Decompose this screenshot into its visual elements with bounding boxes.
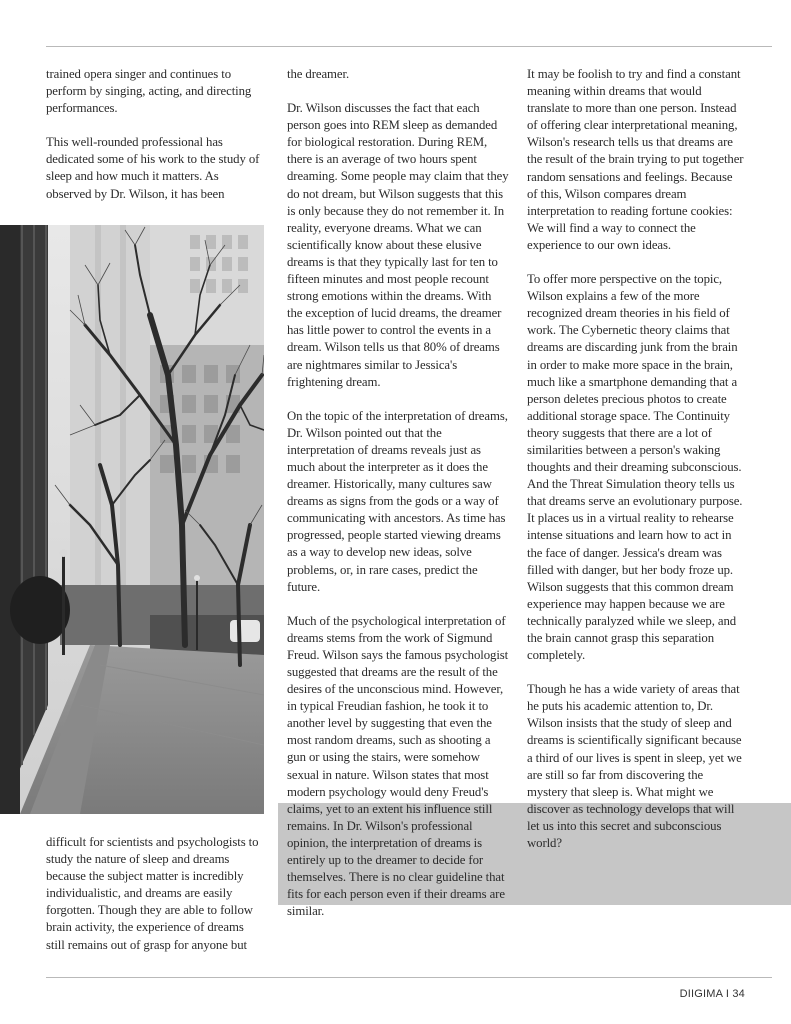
page-footer <box>680 988 745 1000</box>
footer-separator: I <box>725 988 730 1000</box>
paragraph: the dreamer. <box>287 67 350 81</box>
paragraph: difficult for scientists and psychologists to study the nature of sleep and dreams because the subject matter is incredibly individualistic, and dreams are easily forgotten. Though they are able to follow brain activity, the experience of dreams still remains out of grasp for anyone but <box>46 835 259 952</box>
paragraph: On the topic of the interpretation of dreams, Dr. Wilson pointed out that the interpretation of dreams reveals just as much about the interpreter as it does the dreamer. Historically, many cultures saw dreams as signs from the gods or a way of communicating with ancestors. As time has progressed, people started viewing dreams as a way to develop new ideas, solve problems, or, in rare cases, predict the future. <box>287 408 508 594</box>
paragraph: It may be foolish to try and find a constant meaning within dreams that would translate to more than one person. Instead of offering clear interpretational meaning, Wilson's research tells us that dreams are the result of the brain trying to put together random sensations and feelings. Because of this, Wilson compares dream interpretation to reading fortune cookies: We will find a way to connect the experience to our own ideas. <box>527 67 744 252</box>
paragraph: Much of the psychological interpretation of dreams stems from the work of Sigmund Freud. Wilson says the famous psychologist suggested that dreams are the result of the desires of the unconscious mind. However, in typical Freudian fashion, he took it to another level by suggesting that even the most random dreams, such as shooting a gun or using the stairs, were somehow sexual in nature. Wilson states that most modern psychology would deny Freud's claims, yet to an extent his influence still remains. In Dr. Wilson's professional opinion, the interpretation of dreams is entirely up to the dreamer to decide for themselves. There is no clear guideline that fits for each person even if their dreams are similar. <box>287 613 509 919</box>
paragraph: This well-rounded professional has dedicated some of his work to the study of sleep and how much it matters. As observed by Dr. Wilson, it has been <box>46 135 260 201</box>
paragraph: Though he has a wide variety of areas that he puts his academic attention to, Dr. Wilson insists that the study of sleep and dreams is scientifically significant because a third of our lives is spent in sleep, yet we are still so far from discovering the mystery that sleep is. What might we discover as technology develops that will let us into this secret and subconscious world? <box>527 682 742 851</box>
paragraph: Dr. Wilson discusses the fact that each person goes into REM sleep as demanded for biological restoration. During REM, there is an average of two hours spent dreaming. Some people may claim that they do not dream, but Wilson suggests that this is only because they do not remember it. In reality, everyone dreams. What we can scientifically know about these elusive dreams is that they typically last for ten to fifteen minutes and most people recount strong emotions within the dreams. With the exception of lucid dreams, the dreamer has little power to control the events in a dream. Wilson tells us that 80% of dreams are nightmares similar to Jessica's frightening dream. <box>287 101 509 389</box>
column-2 <box>287 66 509 937</box>
column-3 <box>527 66 745 869</box>
paragraph: To offer more perspective on the topic, Wilson explains a few of the more recognized dream theories in his field of work. The Cybernetic theory claims that dreams are discarding junk from the brain in order to make more space in the brain, much like a smartphone demanding that a person deletes precious photos to create additional storage space. The Continuity theory suggests that there are a lot of similarities between a person's waking thoughts and their dreaming subconscious. And the Threat Simulation theory tells us that dreams serve an evolutionary purpose. It places us in a virtual reality to rehearse intense situations and learn how to act in the face of danger. Jessica's dream was filled with danger, but her body froze up. Wilson suggests that this common dream experience may happen because we are technically paralyzed while we sleep, and the brain cannot grasp this separation completely. <box>527 272 743 663</box>
bottom-rule <box>46 977 772 978</box>
page-number: 34 <box>732 988 745 1000</box>
top-rule <box>46 46 772 47</box>
street-photo <box>0 225 264 814</box>
column-1-bottom <box>46 834 261 971</box>
column-1-top <box>46 66 260 220</box>
magazine-name: DIIGIMA <box>679 988 723 1000</box>
paragraph: trained opera singer and continues to perform by singing, acting, and directing performances. <box>46 67 252 116</box>
